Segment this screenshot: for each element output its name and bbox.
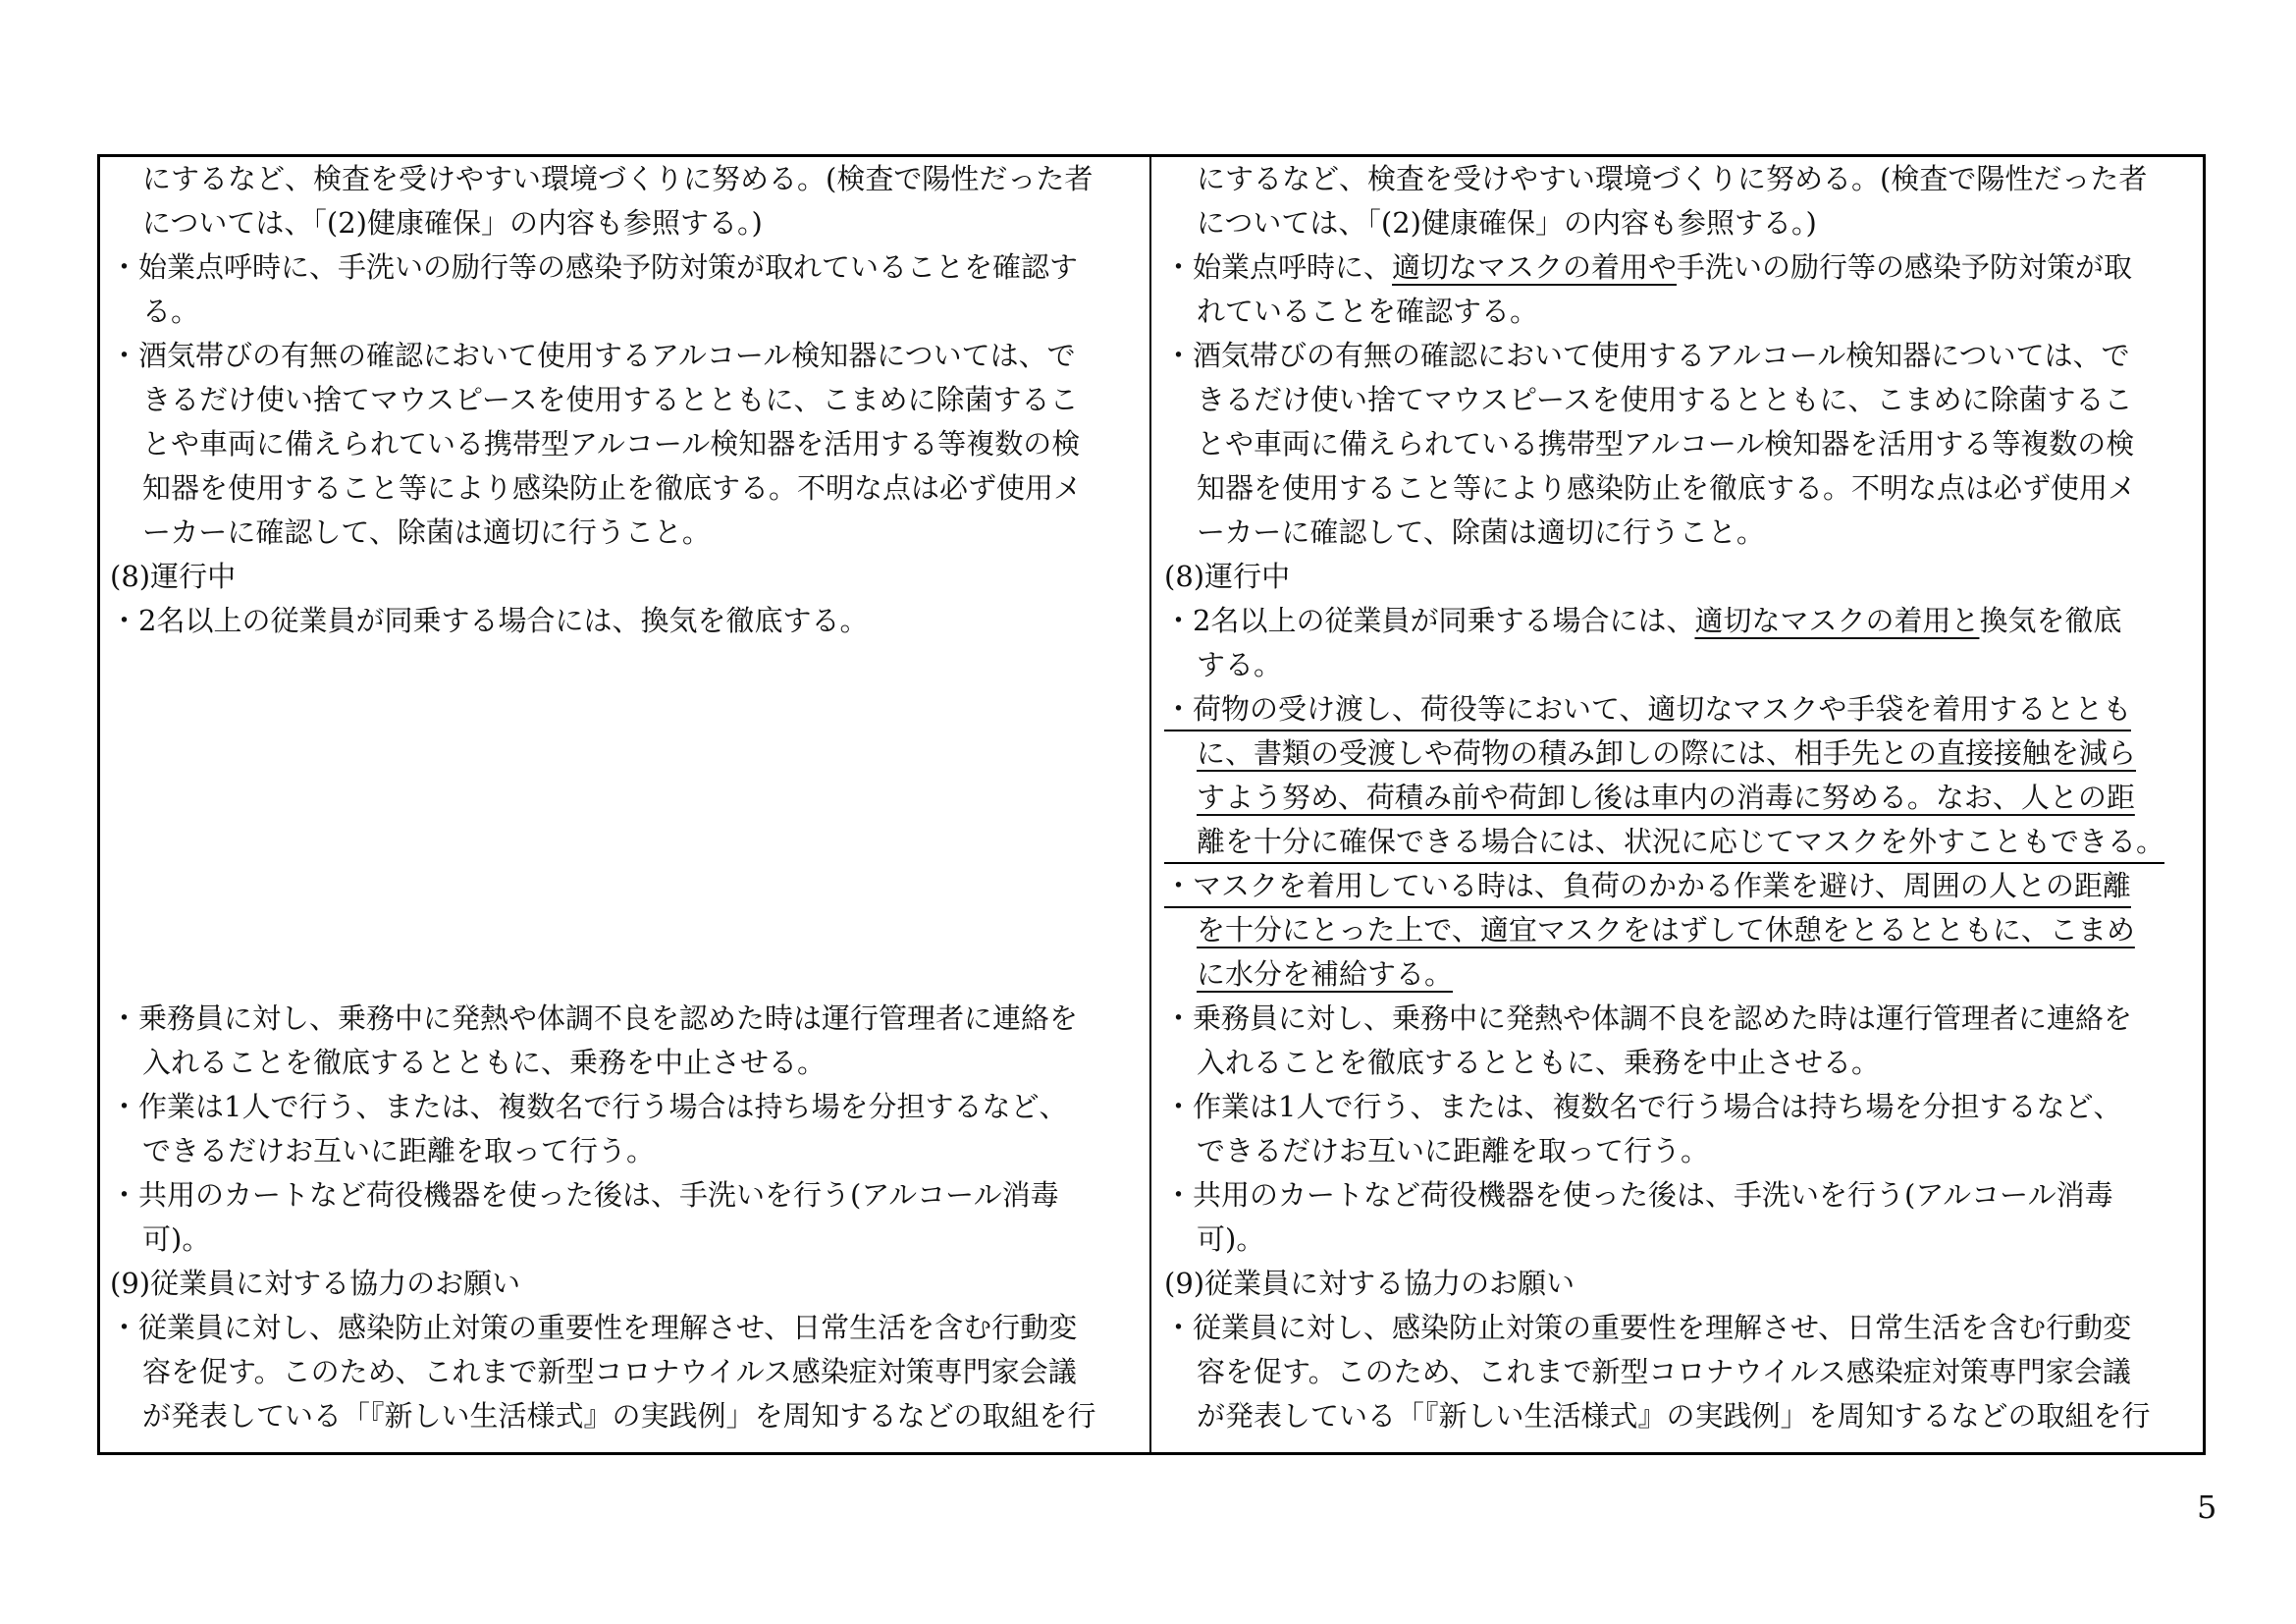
left-section-heading: (9)従業員に対する協力のお願い (110, 1267, 521, 1300)
right-line: ・作業は1人で行う、または、複数名で行う場合は持ち場を分担するなど、 (1164, 1090, 2122, 1123)
right-line: については、「(2)健康確保」の内容も参照する。) (1197, 206, 1817, 240)
left-line: きるだけ使い捨てマウスピースを使用するとともに、こまめに除菌するこ (142, 383, 1079, 416)
added-line (1164, 908, 2135, 952)
added-line: ・荷物の受け渡し、荷役等において、適切なマスクや手袋を着用するととも (1164, 687, 2131, 731)
right-line: ーカーに確認して、除菌は適切に行うこと。 (1197, 515, 1765, 549)
left-line: 可)。 (142, 1222, 211, 1256)
text: ・始業点呼時に、 (1164, 250, 1393, 284)
left-line: ・酒気帯びの有無の確認において使用するアルコール検知器については、で (110, 339, 1076, 372)
left-line: できるだけお互いに距離を取って行う。 (142, 1134, 656, 1167)
left-line: とや車両に備えられている携帯型アルコール検知器を活用する等複数の検 (142, 427, 1081, 460)
left-line: ーカーに確認して、除菌は適切に行うこと。 (142, 515, 711, 549)
right-line: 知器を使用すること等により感染防止を徹底する。不明な点は必ず使用メ (1197, 471, 2137, 505)
right-line: ・共用のカートなど荷役機器を使った後は、手洗いを行う(アルコール消毒 (1164, 1178, 2113, 1212)
left-line: ・始業点呼時に、手洗いの励行等の感染予防対策が取れていることを確認す (110, 250, 1079, 284)
right-line: 可)。 (1197, 1222, 1265, 1256)
right-line (1164, 245, 2132, 290)
left-line: ・従業員に対し、感染防止対策の重要性を理解させ、日常生活を含む行動変 (110, 1311, 1078, 1344)
added-line (1164, 776, 2135, 820)
text: 手洗いの励行等の感染予防対策が取 (1677, 250, 2133, 284)
added-line (1164, 952, 1453, 997)
page-number: 5 (2197, 1489, 2217, 1526)
underlined-revision: 適切なマスクの着用や (1392, 250, 1678, 284)
left-line: る。 (142, 295, 200, 328)
underlined-revision: に、書類の受渡しや荷物の積み卸しの際には、相手先との直接接触を減ら (1197, 736, 2137, 770)
right-section-heading: (9)従業員に対する協力のお願い (1164, 1267, 1575, 1300)
left-line: については、「(2)健康確保」の内容も参照する。) (142, 206, 763, 240)
right-line (1164, 599, 2121, 643)
right-line: ・酒気帯びの有無の確認において使用するアルコール検知器については、で (1164, 339, 2130, 372)
right-line: ・従業員に対し、感染防止対策の重要性を理解させ、日常生活を含む行動変 (1164, 1311, 2132, 1344)
right-line: が発表している「『新しい生活様式』の実践例」を周知するなどの取組を行 (1197, 1399, 2151, 1433)
underlined-revision: を十分にとった上で、適宜マスクをはずして休憩をとるとともに、こまめ (1197, 913, 2135, 947)
added-line: 離を十分に確保できる場合には、状況に応じてマスクを外すこともできる。 (1164, 820, 2164, 864)
right-section-heading: (8)運行中 (1164, 560, 1291, 593)
right-line: れていることを確認する。 (1197, 295, 1539, 328)
left-line: 容を促す。このため、これまで新型コロナウイルス感染症対策専門家会議 (142, 1355, 1077, 1388)
right-line: 容を促す。このため、これまで新型コロナウイルス感染症対策専門家会議 (1197, 1355, 2131, 1388)
left-column-current-text (110, 157, 1145, 1451)
left-line: ・作業は1人で行う、または、複数名で行う場合は持ち場を分担するなど、 (110, 1090, 1068, 1123)
right-line: 入れることを徹底するとともに、乗務を中止させる。 (1197, 1046, 1881, 1079)
left-line: ・2名以上の従業員が同乗する場合には、換気を徹底する。 (110, 604, 869, 637)
right-column-revised-text (1164, 157, 2199, 1451)
right-line: とや車両に備えられている携帯型アルコール検知器を活用する等複数の検 (1197, 427, 2135, 460)
added-line: ・マスクを着用している時は、負荷のかかる作業を避け、周囲の人との距離 (1164, 864, 2131, 908)
left-line: が発表している「『新しい生活様式』の実践例」を周知するなどの取組を行 (142, 1399, 1096, 1433)
underlined-revision: 適切なマスクの着用と (1694, 604, 1980, 637)
right-line: できるだけお互いに距離を取って行う。 (1197, 1134, 1710, 1167)
right-line: する。 (1197, 648, 1283, 681)
right-line: ・乗務員に対し、乗務中に発熱や体調不良を認めた時は運行管理者に連絡を (1164, 1001, 2133, 1035)
left-line: ・共用のカートなど荷役機器を使った後は、手洗いを行う(アルコール消毒 (110, 1178, 1059, 1212)
left-section-heading: (8)運行中 (110, 560, 237, 593)
column-divider (1149, 154, 1151, 1455)
left-line: にするなど、検査を受けやすい環境づくりに努める。(検査で陽性だった者 (142, 162, 1094, 195)
left-line: ・乗務員に対し、乗務中に発熱や体調不良を認めた時は運行管理者に連絡を (110, 1001, 1079, 1035)
underlined-revision: すよう努め、荷積み前や荷卸し後は車内の消毒に努める。なお、人との距 (1197, 781, 2135, 814)
left-line: 入れることを徹底するとともに、乗務を中止させる。 (142, 1046, 827, 1079)
text: 換気を徹底 (1979, 604, 2122, 637)
added-line (1164, 731, 2136, 776)
underlined-revision: に水分を補給する。 (1197, 957, 1454, 991)
text: ・2名以上の従業員が同乗する場合には、 (1164, 604, 1695, 637)
right-line: きるだけ使い捨てマウスピースを使用するとともに、こまめに除菌するこ (1197, 383, 2133, 416)
right-line: にするなど、検査を受けやすい環境づくりに努める。(検査で陽性だった者 (1197, 162, 2148, 195)
left-line: 知器を使用すること等により感染防止を徹底する。不明な点は必ず使用メ (142, 471, 1083, 505)
